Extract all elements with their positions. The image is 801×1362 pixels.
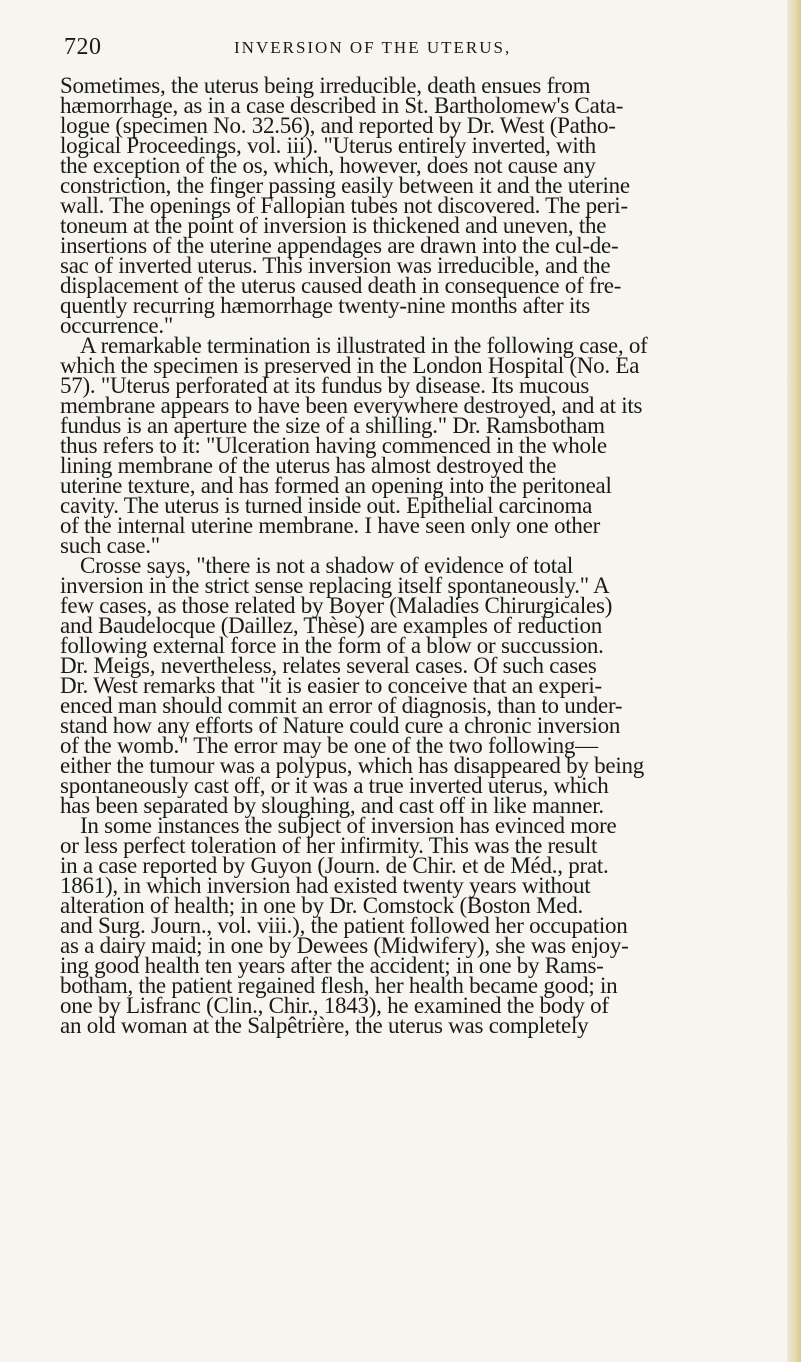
text-line: occurrence." xyxy=(60,313,173,338)
text-line: of the internal uterine membrane. I have seen only one other xyxy=(60,513,600,538)
text-line: In some instances the subject of inversion has evinced more xyxy=(80,813,617,838)
text-line: following external force in the form of a blow or succussion. xyxy=(60,633,604,658)
text-line: which the specimen is preserved in the London Hospital (No. Ea xyxy=(60,353,640,378)
text-line: in a case reported by Guyon (Journ. de Chir. et de Méd., prat. xyxy=(60,853,609,878)
text-line: enced man should commit an error of diagnosis, than to under- xyxy=(60,693,623,718)
text-line: as a dairy maid; in one by Dewees (Midwifery), she was enjoy- xyxy=(60,933,629,958)
text-line: alteration of health; in one by Dr. Comstock (Boston Med. xyxy=(60,893,583,918)
page-edge xyxy=(787,0,801,1362)
text-line: Dr. Meigs, nevertheless, relates several cases. Of such cases xyxy=(60,653,597,678)
text-line: insertions of the uterine appendages are drawn into the cul-de- xyxy=(60,233,619,258)
text-line: or less perfect toleration of her infirmity. This was the result xyxy=(60,833,598,858)
text-line: an old woman at the Salpêtrière, the uterus was completely xyxy=(60,1013,589,1038)
text-line: displacement of the uterus caused death in consequence of fre- xyxy=(60,273,622,298)
body-text xyxy=(60,73,760,1038)
paragraph xyxy=(60,813,760,1038)
page-header xyxy=(64,34,754,60)
text-line: inversion in the strict sense replacing itself spontaneously." A xyxy=(60,573,610,598)
text-line: membrane appears to have been everywhere destroyed, and at its xyxy=(60,393,643,418)
text-line: thus refers to it: "Ulceration having commenced in the whole xyxy=(60,433,607,458)
paragraph xyxy=(60,553,760,818)
text-line: Dr. West remarks that "it is easier to conceive that an experi- xyxy=(60,673,602,698)
text-line: wall. The openings of Fallopian tubes not discovered. The peri- xyxy=(60,193,628,218)
text-line: and Baudelocque (Daillez, Thèse) are examples of reduction xyxy=(60,613,602,638)
text-line: cavity. The uterus is turned inside out. Epithelial carcinoma xyxy=(60,493,593,518)
text-line: 1861), in which inversion had existed twenty years without xyxy=(60,873,591,898)
text-line: such case." xyxy=(60,533,160,558)
text-line: hæmorrhage, as in a case described in St. Bartholomew's Cata- xyxy=(60,93,624,118)
text-line: one by Lisfranc (Clin., Chir., 1843), he examined the body of xyxy=(60,993,609,1018)
text-line: toneum at the point of inversion is thickened and uneven, the xyxy=(60,213,607,238)
text-line: and Surg. Journ., vol. viii.), the patient followed her occupation xyxy=(60,913,628,938)
page-number: 720 xyxy=(64,34,102,60)
text-line: few cases, as those related by Boyer (Maladies Chirurgicales) xyxy=(60,593,613,618)
text-line: botham, the patient regained flesh, her health became good; in xyxy=(60,973,618,998)
text-line: logical Proceedings, vol. iii). "Uterus entirely inverted, with xyxy=(60,133,596,158)
text-line: sac of inverted uterus. This inversion was irreducible, and the xyxy=(60,253,611,278)
text-line: of the womb." The error may be one of the two following— xyxy=(60,733,598,758)
text-line: spontaneously cast off, or it was a true inverted uterus, which xyxy=(60,773,609,798)
text-line: lining membrane of the uterus has almost destroyed the xyxy=(60,453,557,478)
text-line: the exception of the os, which, however, does not cause any xyxy=(60,153,596,178)
text-line: A remarkable termination is illustrated in the following case, of xyxy=(80,333,648,358)
text-line: stand how any efforts of Nature could cure a chronic inversion xyxy=(60,713,621,738)
text-line: ing good health ten years after the accident; in one by Rams- xyxy=(60,953,604,978)
text-line: quently recurring hæmorrhage twenty-nine months after its xyxy=(60,293,590,318)
text-line: either the tumour was a polypus, which has disappeared by being xyxy=(60,753,645,778)
paragraph xyxy=(60,333,760,558)
text-line: Sometimes, the uterus being irreducible, death ensues from xyxy=(60,73,591,98)
paragraph xyxy=(60,73,760,338)
text-line: has been separated by sloughing, and cast off in like manner. xyxy=(60,793,604,818)
text-line: logue (specimen No. 32.56), and reported by Dr. West (Patho- xyxy=(60,113,616,138)
text-line: fundus is an aperture the size of a shilling." Dr. Ramsbotham xyxy=(60,413,605,438)
text-line: 57). "Uterus perforated at its fundus by disease. Its mucous xyxy=(60,373,590,398)
running-title: INVERSION OF THE UTERUS, xyxy=(234,38,512,57)
text-line: uterine texture, and has formed an opening into the peritoneal xyxy=(60,473,612,498)
text-line: constriction, the finger passing easily between it and the uterine xyxy=(60,173,630,198)
text-line: Crosse says, "there is not a shadow of evidence of total xyxy=(80,553,573,578)
